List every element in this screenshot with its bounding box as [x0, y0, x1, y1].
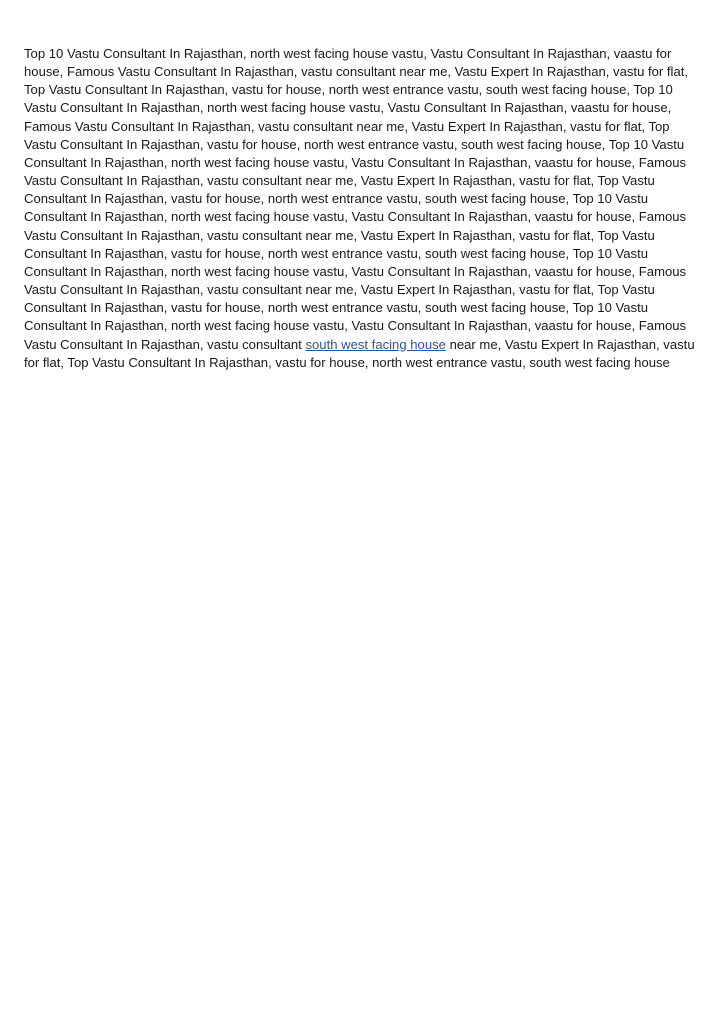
paragraph-text-before-link: Top 10 Vastu Consultant In Rajasthan, north west facing house vastu, Vastu Consultant In Rajasthan, vaastu for house, Famous Vastu Consultant In Rajasthan, vastu consultant near me, Vastu Expert In Rajasthan, vastu for flat, Top Vastu Consultant In Rajasthan, vastu for house, north west entrance vastu, south west facing house, Top 10 Vastu Consultant In Rajasthan, north west facing house vastu, Vastu Consultant In Rajasthan, vaastu for house, Famous Vastu Consultant In Rajasthan, vastu consultant near me, Vastu Expert In Rajasthan, vastu for flat, Top Vastu Consultant In Rajasthan, vastu for house, north west entrance vastu, south west facing house, Top 10 Vastu Consultant In Rajasthan, north west facing house vastu, Vastu Consultant In Rajasthan, vaastu for house, Famous Vastu Consultant In Rajasthan, vastu consultant near me, Vastu Expert In Rajasthan, vastu for flat, Top Vastu Consultant In Rajasthan, vastu for house, north west entrance vastu, south west facing house, Top 10 Vastu Consultant In Rajasthan, north west facing house vastu, Vastu Consultant In Rajasthan, vaastu for house, Famous Vastu Consultant In Rajasthan, vastu consultant near me, Vastu Expert In Rajasthan, vastu for flat, Top Vastu Consultant In Rajasthan, vastu for house, north west entrance vastu, south west facing house, Top 10 Vastu Consultant In Rajasthan, north west facing house vastu, Vastu Consultant In Rajasthan, vaastu for house, Famous Vastu Consultant In Rajasthan, vastu consultant near me, Vastu Expert In Rajasthan, vastu for flat, Top Vastu Consultant In Rajasthan, vastu for house, north west entrance vastu, south west facing house, Top 10 Vastu Consultant In Rajasthan, north west facing house vastu, Vastu Consultant In Rajasthan, vaastu for house, Famous Vastu Consultant In Rajasthan, vastu consultant — [24, 46, 689, 352]
paragraph-text-after-link: near me, Vastu Expert In Rajasthan, vastu for flat, Top Vastu Consultant In Rajasthan, vastu for house, north west entrance vastu, south west facing house — [24, 336, 695, 370]
south-west-facing-house-link[interactable]: south west facing house — [305, 336, 446, 352]
body-paragraph — [24, 45, 696, 372]
